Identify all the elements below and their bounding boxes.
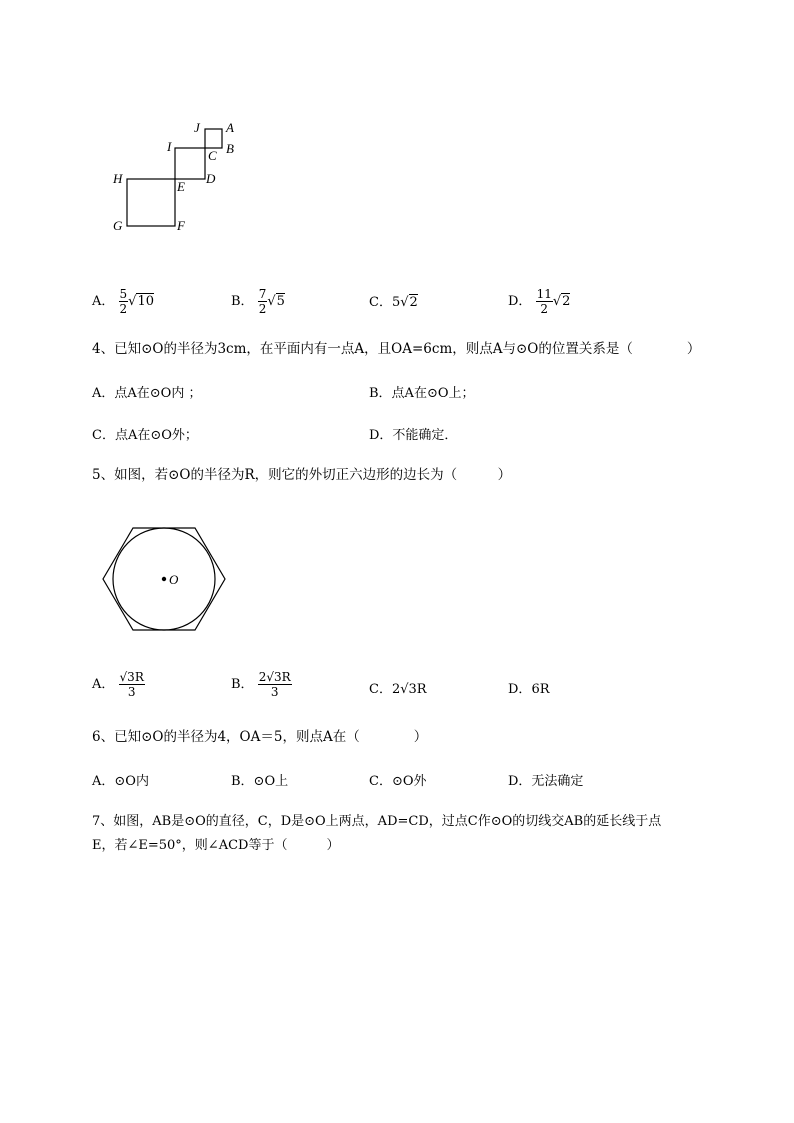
q4-option-d[interactable]: D．不能确定．: [369, 428, 458, 443]
label-d: D: [206, 171, 216, 186]
option-letter: C．: [369, 295, 392, 310]
label-b: B: [226, 141, 234, 156]
q4-stem: 4、已知⊙O的半径为3cm，在平面内有一点A，且OA=6cm，则点A与⊙O的位置关系是（ ）: [92, 341, 701, 357]
q6-stem: 6、已知⊙O的半径为4，OA＝5，则点A在（ ）: [92, 729, 428, 745]
fraction: [258, 670, 292, 699]
q5-option-a[interactable]: [92, 670, 145, 699]
q5-option-c[interactable]: [369, 678, 427, 697]
q7-stem-line1: 7、如图，AB是⊙O的直径，C，D是⊙O上两点，AD=CD，过点C作⊙O的切线交AB的延长线于点: [92, 814, 662, 829]
q5-option-b[interactable]: [231, 670, 292, 699]
label-i: I: [167, 139, 172, 154]
label-a: A: [226, 120, 234, 135]
option-letter: B．: [231, 677, 254, 692]
fraction: [258, 287, 268, 316]
q6-option-b[interactable]: B．⊙O上: [231, 774, 289, 789]
sqrt-sign: √: [267, 294, 276, 309]
fraction-numerator: 5: [119, 287, 128, 301]
q3-option-a[interactable]: [92, 287, 154, 316]
option-letter: C．: [369, 682, 392, 697]
fraction-denominator: 3: [127, 685, 136, 699]
q5-option-d[interactable]: [508, 678, 550, 697]
option-letter: D．: [508, 682, 532, 697]
q4-option-b[interactable]: B．点A在⊙O上；: [369, 386, 475, 401]
label-f: F: [177, 218, 185, 233]
fraction: [119, 287, 129, 316]
fraction-denominator: 2: [258, 302, 267, 316]
q4-option-c[interactable]: C．点A在⊙O外；: [92, 428, 198, 443]
label-c: C: [208, 148, 217, 163]
squares-figure: [105, 115, 255, 240]
q3-option-b[interactable]: [231, 287, 285, 316]
q4-option-a[interactable]: A．点A在⊙O内 ；: [92, 386, 202, 401]
option-letter: A．: [92, 677, 115, 692]
option-letter: D．: [508, 294, 532, 309]
sqrt-sign: √: [552, 294, 562, 309]
label-j: J: [194, 120, 200, 135]
fraction-denominator: 2: [119, 302, 128, 316]
label-e: E: [177, 179, 185, 194]
fraction-numerator: 11: [536, 287, 552, 301]
q6-option-c[interactable]: C．⊙O外: [369, 774, 427, 789]
fraction-numerator: √3R: [119, 670, 144, 684]
fraction-numerator: 2√3R: [258, 670, 291, 684]
radicand: 5: [276, 294, 285, 309]
q7-stem-line2: E，若∠E=50°，则∠ACD等于（ ）: [92, 838, 340, 853]
option-letter: B．: [231, 294, 254, 309]
q6-option-a[interactable]: A．⊙O内: [92, 774, 149, 789]
q3-option-d[interactable]: [508, 287, 570, 316]
label-g: G: [113, 218, 123, 233]
fraction-numerator: 7: [258, 287, 267, 301]
q6-option-d[interactable]: D．无法确定: [508, 774, 584, 789]
option-text: 6R: [531, 682, 550, 697]
center-label: O: [169, 572, 179, 587]
sqrt-sign: √: [128, 294, 137, 309]
square-ghef: [127, 179, 175, 226]
option-text: 2√3R: [391, 682, 427, 697]
radicand: 10: [137, 294, 155, 309]
radicand: 2: [409, 295, 418, 310]
coefficient: 5: [391, 295, 401, 310]
option-letter: A．: [92, 294, 115, 309]
fraction-denominator: 2: [540, 302, 549, 316]
label-h: H: [113, 171, 123, 186]
q5-stem: 5、如图，若⊙O的半径为R，则它的外切正六边形的边长为（ ）: [92, 467, 512, 483]
fraction: [536, 287, 553, 316]
square-iedc: [175, 148, 205, 179]
q3-option-c[interactable]: [369, 291, 418, 310]
fraction: [119, 670, 145, 699]
radicand: 2: [562, 294, 571, 309]
sqrt-sign: √: [400, 295, 409, 310]
square-jcba: [205, 129, 222, 148]
fraction-denominator: 3: [270, 685, 279, 699]
hexagon-circle-figure: [100, 523, 230, 635]
center-point: [162, 577, 166, 581]
